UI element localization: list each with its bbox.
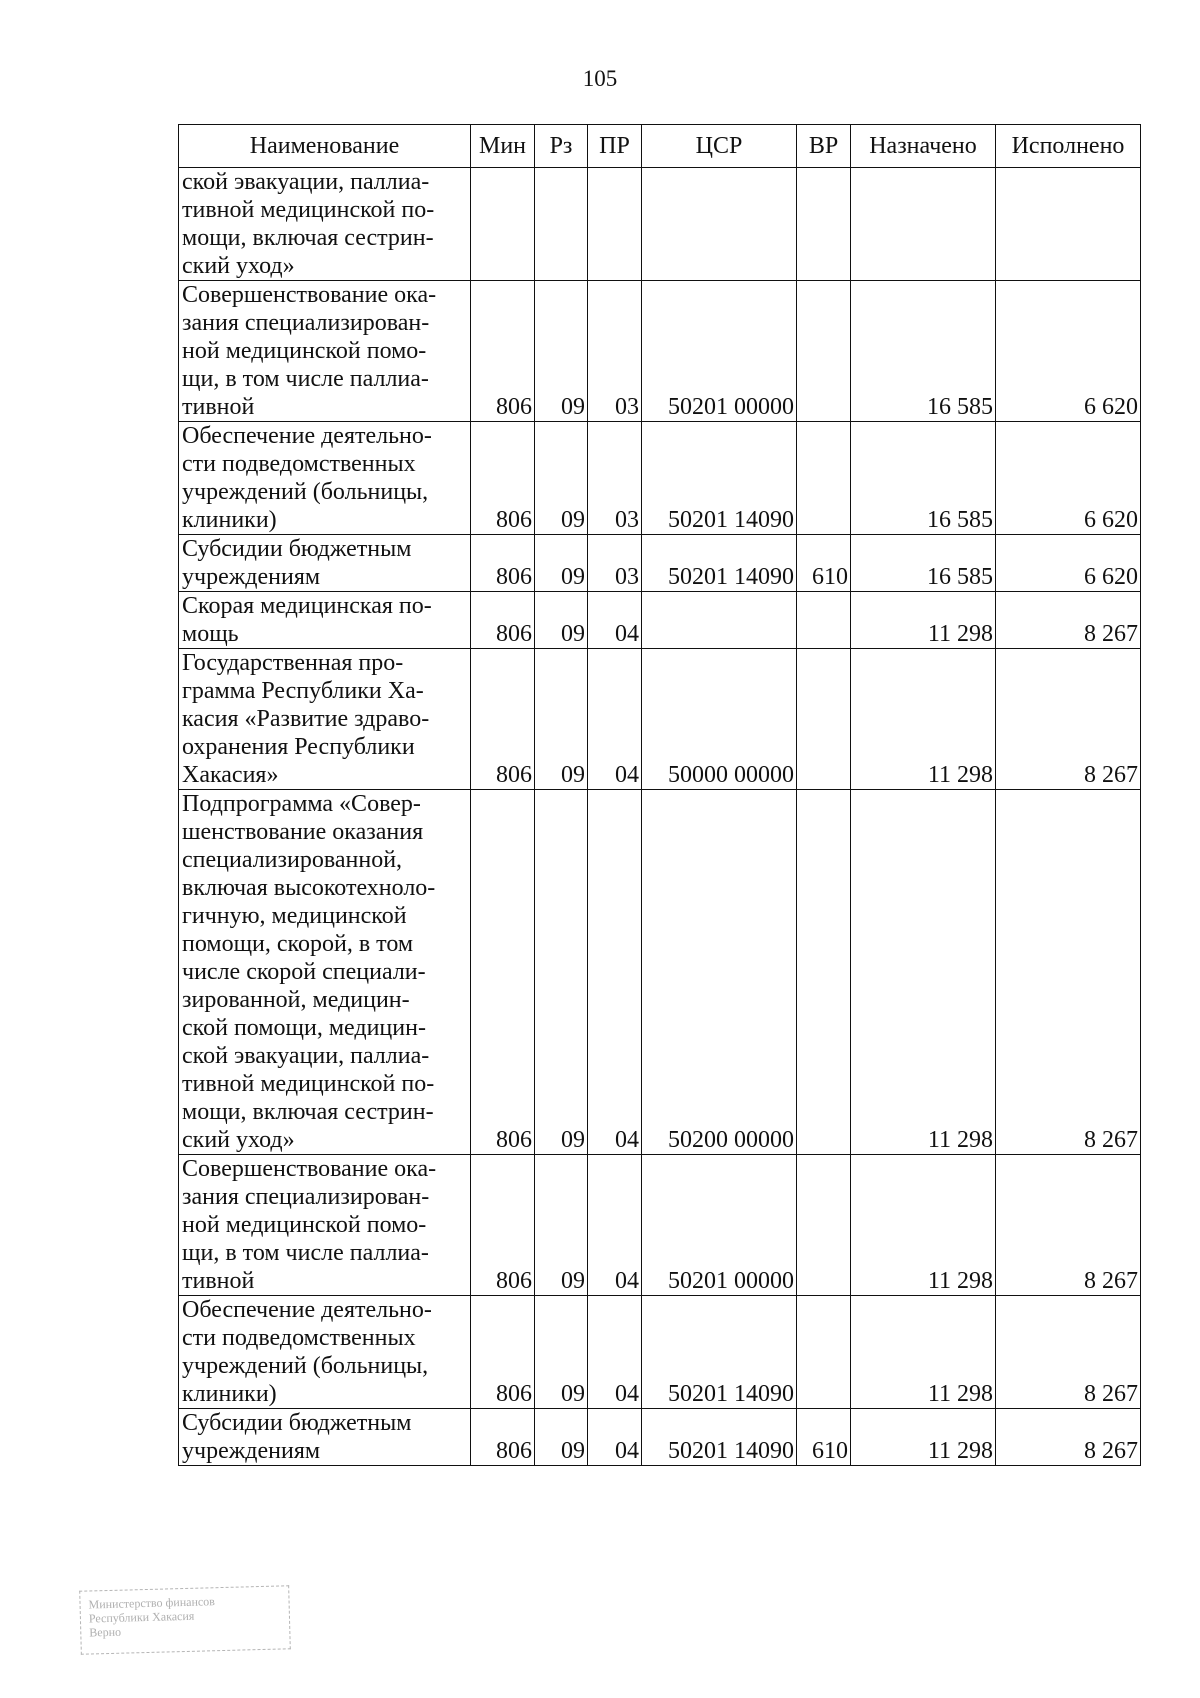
cell-min: 806 — [471, 535, 535, 592]
table-row — [179, 535, 1141, 592]
cell-min: 806 — [471, 649, 535, 790]
cell-pr: 04 — [588, 1296, 642, 1409]
cell-csr: 50000 00000 — [642, 649, 797, 790]
cell-assigned: 16 585 — [851, 422, 996, 535]
cell-rz: 09 — [535, 1296, 588, 1409]
cell-assigned — [851, 168, 996, 281]
cell-pr: 04 — [588, 592, 642, 649]
cell-vr — [797, 1155, 851, 1296]
cell-name: Обеспечение деятельно- сти подведомственных учреждений (больницы, клиники) — [179, 1296, 471, 1409]
cell-rz: 09 — [535, 649, 588, 790]
cell-assigned: 11 298 — [851, 1155, 996, 1296]
cell-vr — [797, 281, 851, 422]
cell-pr: 04 — [588, 1409, 642, 1466]
stamp-line: Республики Хакасия — [88, 1608, 195, 1626]
cell-done — [996, 168, 1141, 281]
cell-csr — [642, 592, 797, 649]
cell-name: Субсидии бюджетным учреждениям — [179, 535, 471, 592]
cell-min: 806 — [471, 790, 535, 1155]
cell-done: 8 267 — [996, 1296, 1141, 1409]
cell-csr — [642, 168, 797, 281]
header-name: Наименование — [179, 125, 471, 168]
table-row — [179, 592, 1141, 649]
cell-min: 806 — [471, 1155, 535, 1296]
cell-pr: 04 — [588, 790, 642, 1155]
table-header-row — [179, 125, 1141, 168]
cell-vr: 610 — [797, 1409, 851, 1466]
cell-pr — [588, 168, 642, 281]
cell-assigned: 16 585 — [851, 281, 996, 422]
budget-table — [178, 124, 1141, 1466]
cell-min: 806 — [471, 592, 535, 649]
cell-min: 806 — [471, 281, 535, 422]
cell-done: 8 267 — [996, 790, 1141, 1155]
cell-csr: 50201 14090 — [642, 535, 797, 592]
cell-vr — [797, 422, 851, 535]
cell-pr: 03 — [588, 422, 642, 535]
table-row — [179, 168, 1141, 281]
cell-vr — [797, 592, 851, 649]
cell-csr: 50201 14090 — [642, 422, 797, 535]
cell-name: Совершенствование ока- зания специализирован- ной медицинской помо- щи, в том числе паллиа- тивной — [179, 1155, 471, 1296]
cell-pr: 03 — [588, 535, 642, 592]
cell-name: ской эвакуации, паллиа- тивной медицинской по- мощи, включая сестрин- ский уход» — [179, 168, 471, 281]
stamp-line: Верно — [89, 1624, 122, 1640]
table-body — [179, 168, 1141, 1466]
cell-rz: 09 — [535, 790, 588, 1155]
header-rz: Рз — [535, 125, 588, 168]
cell-done: 6 620 — [996, 535, 1141, 592]
table-row — [179, 422, 1141, 535]
header-min: Мин — [471, 125, 535, 168]
header-assigned: Назначено — [851, 125, 996, 168]
cell-rz: 09 — [535, 1409, 588, 1466]
cell-csr: 50201 00000 — [642, 281, 797, 422]
header-pr: ПР — [588, 125, 642, 168]
cell-min: 806 — [471, 422, 535, 535]
cell-assigned: 11 298 — [851, 1409, 996, 1466]
header-vr: ВР — [797, 125, 851, 168]
cell-min: 806 — [471, 1409, 535, 1466]
cell-name: Обеспечение деятельно- сти подведомственных учреждений (больницы, клиники) — [179, 422, 471, 535]
cell-pr: 04 — [588, 649, 642, 790]
cell-name: Скорая медицинская по- мощь — [179, 592, 471, 649]
cell-rz — [535, 168, 588, 281]
cell-rz: 09 — [535, 535, 588, 592]
cell-rz: 09 — [535, 1155, 588, 1296]
cell-assigned: 11 298 — [851, 649, 996, 790]
cell-assigned: 16 585 — [851, 535, 996, 592]
table-row — [179, 1409, 1141, 1466]
cell-rz: 09 — [535, 281, 588, 422]
cell-csr: 50201 14090 — [642, 1296, 797, 1409]
cell-vr: 610 — [797, 535, 851, 592]
cell-assigned: 11 298 — [851, 592, 996, 649]
cell-done: 6 620 — [996, 281, 1141, 422]
cell-done: 8 267 — [996, 649, 1141, 790]
cell-done: 6 620 — [996, 422, 1141, 535]
header-csr: ЦСР — [642, 125, 797, 168]
cell-vr — [797, 168, 851, 281]
cell-assigned: 11 298 — [851, 790, 996, 1155]
cell-done: 8 267 — [996, 1155, 1141, 1296]
table-row — [179, 1155, 1141, 1296]
cell-name: Государственная про- грамма Республики Ха- касия «Развитие здраво- охранения Республики Хакасия» — [179, 649, 471, 790]
cell-name: Совершенствование ока- зания специализирован- ной медицинской помо- щи, в том числе паллиа- тивной — [179, 281, 471, 422]
table-row — [179, 649, 1141, 790]
cell-pr: 04 — [588, 1155, 642, 1296]
stamp-seal — [79, 1585, 291, 1654]
table-row — [179, 1296, 1141, 1409]
stamp-line: Министерство финансов — [88, 1594, 216, 1612]
cell-pr: 03 — [588, 281, 642, 422]
cell-name: Субсидии бюджетным учреждениям — [179, 1409, 471, 1466]
cell-done: 8 267 — [996, 1409, 1141, 1466]
cell-done: 8 267 — [996, 592, 1141, 649]
table-row — [179, 281, 1141, 422]
cell-rz: 09 — [535, 422, 588, 535]
cell-vr — [797, 790, 851, 1155]
cell-csr: 50200 00000 — [642, 790, 797, 1155]
cell-vr — [797, 1296, 851, 1409]
page-number: 105 — [582, 66, 618, 91]
cell-assigned: 11 298 — [851, 1296, 996, 1409]
cell-min: 806 — [471, 1296, 535, 1409]
cell-csr: 50201 00000 — [642, 1155, 797, 1296]
table-row — [179, 790, 1141, 1155]
cell-name: Подпрограмма «Совер- шенствование оказания специализированной, включая высокотехноло- гичную, медицинской помощи, скорой, в том числе скорой специали- зированной, медицин- ской помощи, медицин- ской эвакуации, паллиа- тивной медицинской по- мощи, включая сестрин- ский уход» — [179, 790, 471, 1155]
cell-min — [471, 168, 535, 281]
header-done: Исполнено — [996, 125, 1141, 168]
cell-csr: 50201 14090 — [642, 1409, 797, 1466]
cell-rz: 09 — [535, 592, 588, 649]
cell-vr — [797, 649, 851, 790]
